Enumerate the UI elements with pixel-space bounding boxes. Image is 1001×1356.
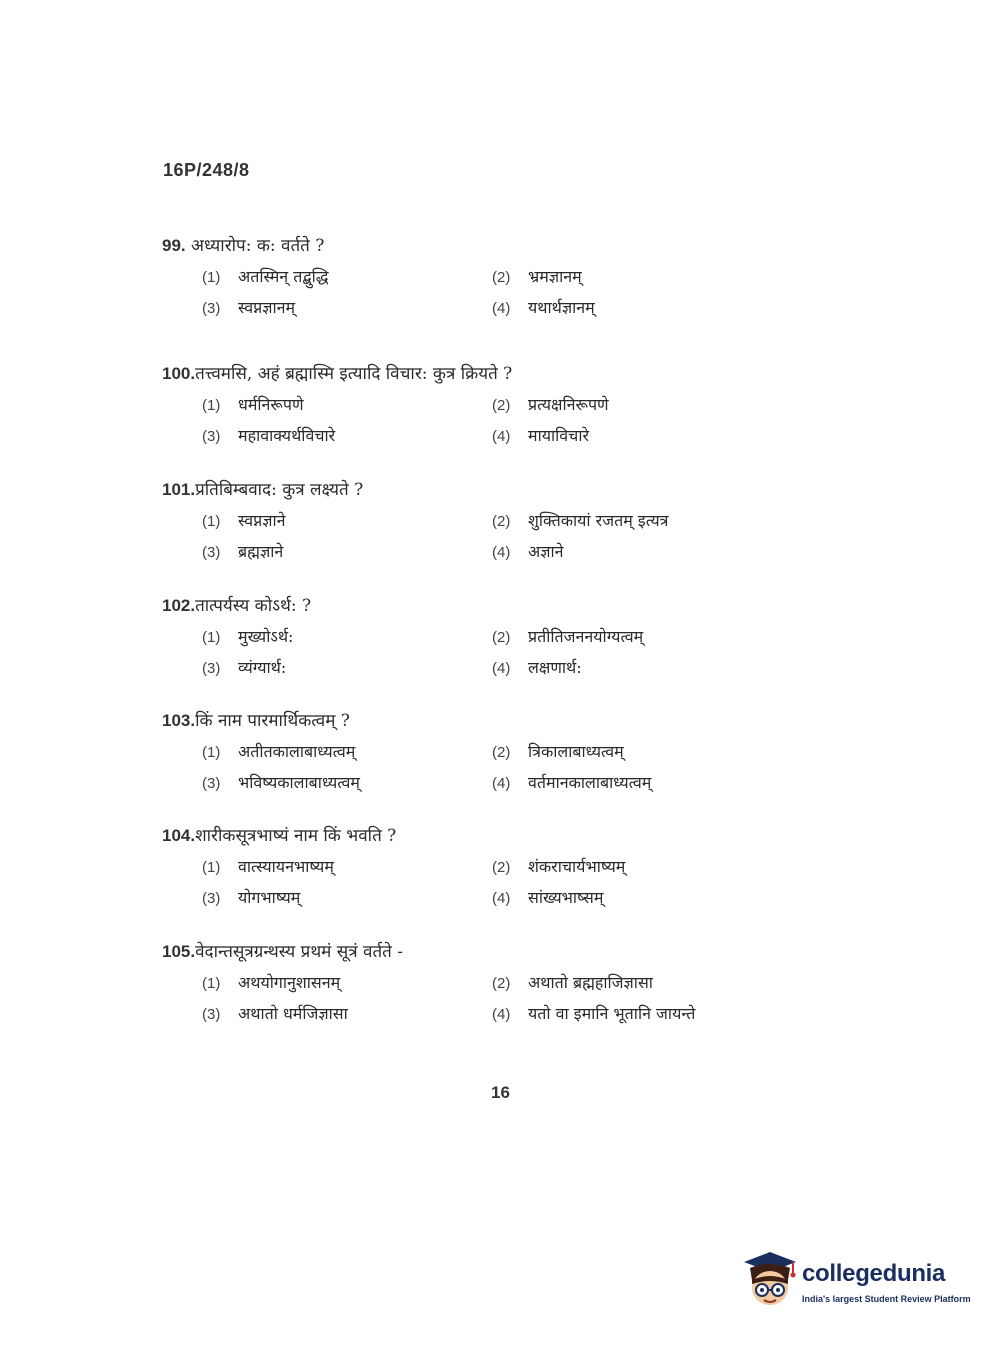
option-1: (1) अतीतकालाबाध्यत्वम् [202,742,356,761]
question-text: किं नाम पारमार्थिकत्वम् ? [195,711,350,731]
option-4: (4) यतो वा इमानि भूतानि जायन्ते [492,1004,696,1023]
question-text: तात्पर्यस्य कोऽर्थ: ? [195,596,312,616]
collegedunia-logo [742,1250,972,1320]
option-3: (3) महावाक्यर्थविचारे [202,426,336,445]
option-2: (2) त्रिकालाबाध्यत्वम् [492,742,624,761]
option-4: (4) लक्षणार्थ: [492,658,582,677]
option-2: (2) अथातो ब्रह्महाजिज्ञासा [492,973,653,992]
option-3: (3) स्वप्नज्ञानम् [202,298,296,317]
option-4: (4) अज्ञाने [492,542,564,561]
option-1: (1) स्वप्नज्ञाने [202,511,286,530]
question-text: अध्यारोप: क: वर्तते ? [191,236,325,256]
question-text: वेदान्तसूत्रग्रन्थस्य प्रथमं सूत्रं वर्तते - [195,942,404,962]
option-1: (1) अतस्मिन् तद्बुद्धि [202,267,329,286]
logo-name: collegedunia [802,1260,946,1287]
option-1: (1) धर्मनिरूपणे [202,395,304,414]
question-number: 105. [162,942,196,961]
question-102 [162,594,782,680]
option-1: (1) वात्स्यायनभाष्यम् [202,857,334,876]
question-number: 102. [162,596,196,615]
question-text: तत्त्वमसि, अहं ब्रह्मास्मि इत्यादि विचार: कुत्र क्रियते ? [195,364,513,384]
option-3: (3) ब्रह्मज्ञाने [202,542,284,561]
page-code: 16P/248/8 [163,160,250,180]
question-105 [162,940,782,1026]
question-number: 100. [162,364,196,383]
question-number: 99. [162,236,186,255]
question-number: 103. [162,711,196,730]
logo-tagline: India's largest Student Review Platform [802,1294,971,1304]
question-99 [162,234,782,320]
option-2: (2) शंकराचार्यभाष्यम् [492,857,626,876]
option-1: (1) मुख्योऽर्थ: [202,627,294,646]
option-2: (2) प्रत्यक्षनिरूपणे [492,395,609,414]
option-4: (4) यथार्थज्ञानम् [492,298,595,317]
option-1: (1) अथयोगानुशासनम् [202,973,341,992]
question-103 [162,709,782,795]
question-text: शारीकसूत्रभाष्यं नाम किं भवति ? [195,826,397,846]
question-number: 104. [162,826,196,845]
option-2: (2) भ्रमज्ञानम् [492,267,582,286]
question-104 [162,824,782,910]
option-3: (3) अथातो धर्मजिज्ञासा [202,1004,348,1023]
question-101 [162,478,782,564]
option-3: (3) भविष्यकालाबाध्यत्वम् [202,773,360,792]
question-text: प्रतिबिम्बवाद: कुत्र लक्ष्यते ? [195,480,364,500]
option-2: (2) प्रतीतिजननयोग्यत्वम् [492,627,644,646]
page-number: 16 [491,1083,510,1102]
option-2: (2) शुक्तिकायां रजतम् इत्यत्र [492,511,669,530]
student-mascot-icon [742,1250,798,1310]
option-4: (4) मायाविचारे [492,426,590,445]
question-number: 101. [162,480,196,499]
option-4: (4) वर्तमानकालाबाध्यत्वम् [492,773,652,792]
option-3: (3) योगभाष्यम् [202,888,301,907]
option-3: (3) व्यंग्यार्थ: [202,658,287,677]
option-4: (4) सांख्यभाष्सम् [492,888,604,907]
question-100 [162,362,782,448]
